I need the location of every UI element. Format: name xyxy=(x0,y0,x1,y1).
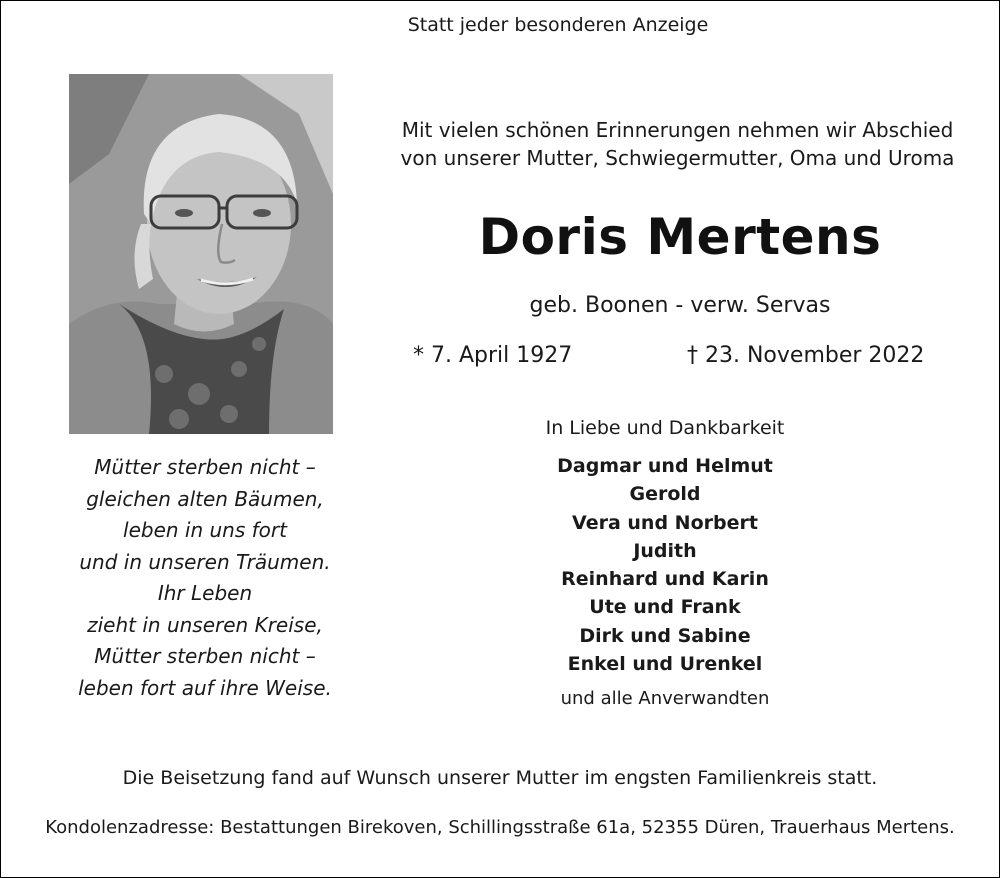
family-list xyxy=(520,452,810,678)
family-member: Vera und Norbert xyxy=(572,511,758,534)
burial-note: Die Beisetzung fand auf Wunsch unserer Mutter im engsten Familienkreis statt. xyxy=(122,767,878,789)
poem-line: Mütter sterben nicht – xyxy=(94,644,316,668)
family-member: Dirk und Sabine xyxy=(579,624,751,647)
poem-line: zieht in unseren Kreise, xyxy=(87,612,323,637)
poem-line: leben fort auf ihre Weise. xyxy=(78,675,332,700)
poem xyxy=(60,452,350,704)
death-date: † 23. November 2022 xyxy=(687,343,925,368)
intro-line: Mit vielen schönen Erinnerungen nehmen wir Abschied xyxy=(401,118,954,142)
portrait-image xyxy=(69,74,333,434)
poem-line: und in unseren Träumen. xyxy=(79,549,331,574)
family-member: Judith xyxy=(633,539,697,562)
maiden-name: geb. Boonen - verw. Servas xyxy=(529,293,831,318)
family-member: Reinhard und Karin xyxy=(561,568,769,591)
intro-line: von unserer Mutter, Schwiegermutter, Oma und Uroma xyxy=(400,146,955,170)
family-member: Dagmar und Helmut xyxy=(557,455,773,477)
poem-line: Ihr Leben xyxy=(157,581,253,605)
poem-line: Mütter sterben nicht – xyxy=(94,455,316,479)
poem-line: gleichen alten Bäumen, xyxy=(86,486,324,511)
relatives-line: und alle Anverwandten xyxy=(560,688,770,709)
poem-line: leben in uns fort xyxy=(123,518,287,542)
condolence-address: Kondolenzadresse: Bestattungen Birekoven, Schillingsstraße 61a, 52355 Düren, Trauerhaus Mertens. xyxy=(45,817,955,838)
closing-line: In Liebe und Dankbarkeit xyxy=(545,417,785,439)
family-member: Ute und Frank xyxy=(589,596,741,619)
family-member: Enkel und Urenkel xyxy=(567,653,763,676)
portrait-photo xyxy=(69,74,333,434)
birth-date: * 7. April 1927 xyxy=(413,343,573,368)
intro-text xyxy=(370,116,985,172)
family-member: Gerold xyxy=(629,483,701,506)
notice-header: Statt jeder besonderen Anzeige xyxy=(407,14,709,36)
deceased-name: Doris Mertens xyxy=(478,208,882,266)
